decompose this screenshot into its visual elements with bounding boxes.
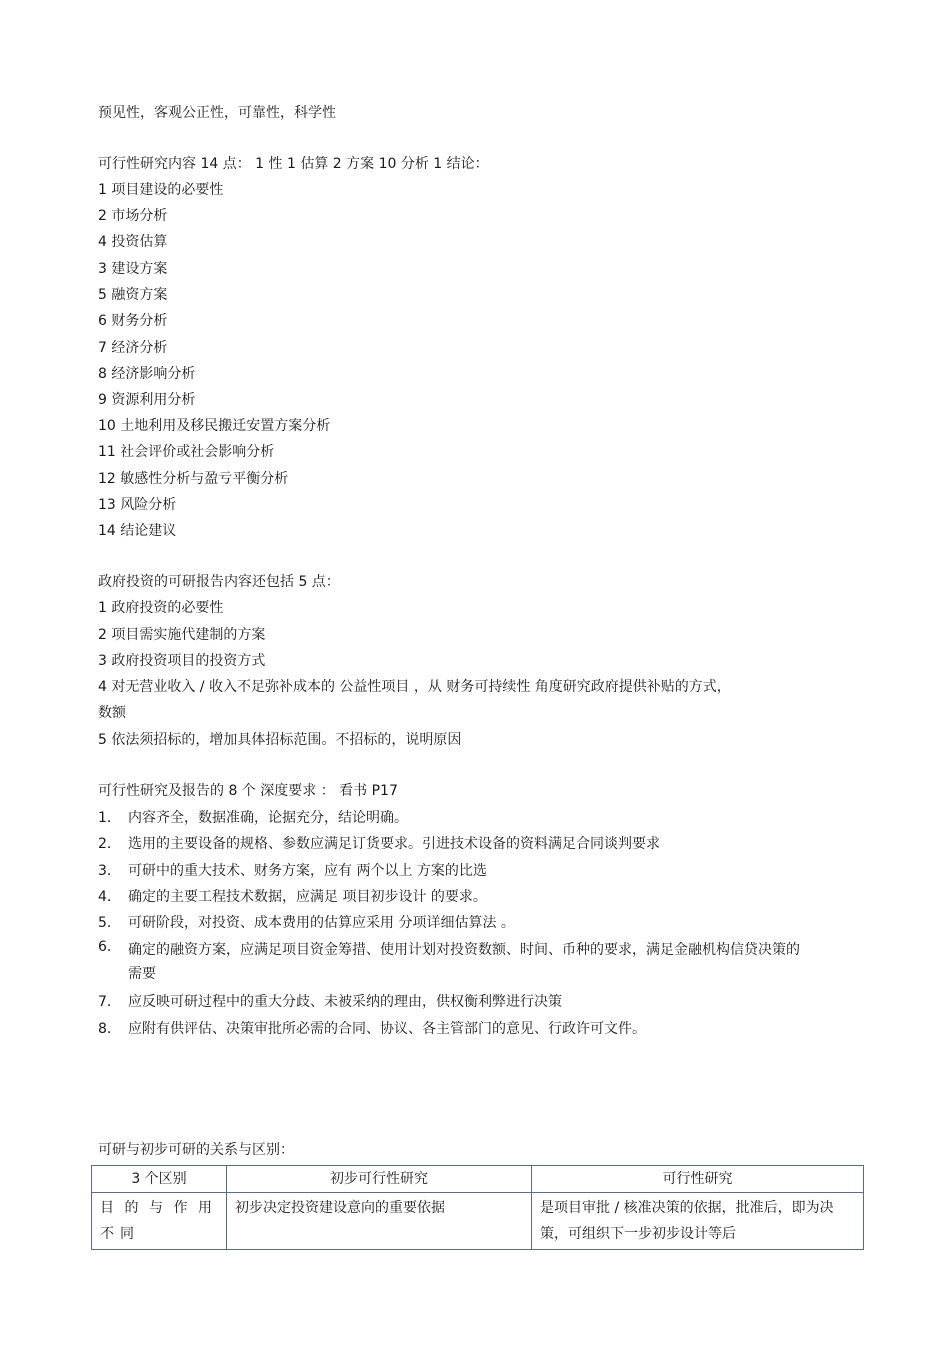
table-cell: 是项目审批 / 核准决策的依据，批准后，即为决策，可组织下一步初步设计等后	[532, 1193, 864, 1250]
item-number: 4．	[98, 889, 121, 905]
list-item: 3 建设方案	[98, 261, 168, 277]
list-item: 11 社会评价或社会影响分析	[98, 444, 275, 460]
list-item: 10 土地利用及移民搬迁安置方案分析	[98, 418, 331, 434]
list-item: 8 经济影响分析	[98, 366, 196, 382]
item-number: 5．	[98, 915, 121, 931]
item-number: 1．	[98, 810, 121, 826]
item-number: 6．	[98, 939, 121, 955]
list-item: 4 对无营业收入 / 收入不足弥补成本的 公益性项目 ，从 财务可持续性 角度研究政府提供补贴的方式，	[98, 679, 731, 695]
item-text: 确定的主要工程技术数据，应满足 项目初步设计 的要求。	[128, 889, 487, 905]
list-item: 4 投资估算	[98, 234, 168, 250]
list-item: 2 市场分析	[98, 208, 168, 224]
item-number: 7．	[98, 994, 121, 1010]
numbered-item	[98, 888, 487, 906]
section1-heading: 可行性研究内容 14 点： 1 性 1 估算 2 方案 10 分析 1 结论：	[98, 156, 489, 172]
item-number: 3．	[98, 863, 121, 879]
table-cell: 目的与作用不同	[92, 1193, 227, 1250]
intro-line: 预见性，客观公正性，可靠性，科学性	[98, 105, 336, 121]
numbered-item	[98, 1020, 646, 1038]
numbered-item	[98, 938, 818, 986]
item-text: 选用的主要设备的规格、参数应满足订货要求。引进技术设备的资料满足合同谈判要求	[128, 836, 660, 852]
table-cell: 初步决定投资建设意向的重要依据	[227, 1193, 532, 1250]
item-number: 2．	[98, 836, 121, 852]
comparison-table	[91, 1165, 864, 1250]
list-item: 9 资源利用分析	[98, 392, 196, 408]
list-item: 14 结论建议	[98, 523, 177, 539]
section2-heading: 政府投资的可研报告内容还包括 5 点：	[98, 574, 340, 590]
numbered-item	[98, 993, 562, 1011]
item-number: 8．	[98, 1021, 121, 1037]
table-header-cell: 3 个区别	[92, 1166, 227, 1193]
numbered-item	[98, 809, 408, 827]
table-header-cell: 初步可行性研究	[227, 1166, 532, 1193]
item-text: 应反映可研过程中的重大分歧、未被采纳的理由，供权衡利弊进行决策	[128, 994, 562, 1010]
numbered-item	[98, 914, 515, 932]
list-item: 1 政府投资的必要性	[98, 600, 224, 616]
list-item: 13 风险分析	[98, 497, 177, 513]
item-text: 可研阶段，对投资、成本费用的估算应采用 分项详细估算法 。	[128, 915, 515, 931]
numbered-item	[98, 862, 487, 880]
list-item: 7 经济分析	[98, 340, 168, 356]
list-item: 5 融资方案	[98, 287, 168, 303]
list-item: 3 政府投资项目的投资方式	[98, 653, 266, 669]
list-item-continuation: 数额	[98, 705, 126, 721]
item-text: 确定的融资方案，应满足项目资金筹措、使用计划对投资数额、时间、币种的要求，满足金融机构信贷决策的需要	[128, 942, 800, 982]
table-header-cell: 可行性研究	[532, 1166, 864, 1193]
item-text: 内容齐全，数据准确，论据充分，结论明确。	[128, 810, 408, 826]
list-item: 5 依法须招标的，增加具体招标范围。不招标的，说明原因	[98, 732, 462, 748]
table-row	[92, 1193, 864, 1250]
list-item: 6 财务分析	[98, 313, 168, 329]
item-text: 可研中的重大技术、财务方案，应有 两个以上 方案的比选	[128, 863, 487, 879]
item-text: 应附有供评估、决策审批所必需的合同、协议、各主管部门的意见、行政许可文件。	[128, 1021, 646, 1037]
list-item: 2 项目需实施代建制的方案	[98, 627, 266, 643]
list-item: 1 项目建设的必要性	[98, 182, 224, 198]
table-header-row	[92, 1166, 864, 1193]
list-item: 12 敏感性分析与盈亏平衡分析	[98, 471, 289, 487]
numbered-item	[98, 835, 660, 853]
section3-heading: 可行性研究及报告的 8 个 深度要求 ： 看书 P17	[98, 783, 398, 799]
section4-heading: 可研与初步可研的关系与区别：	[98, 1142, 294, 1158]
